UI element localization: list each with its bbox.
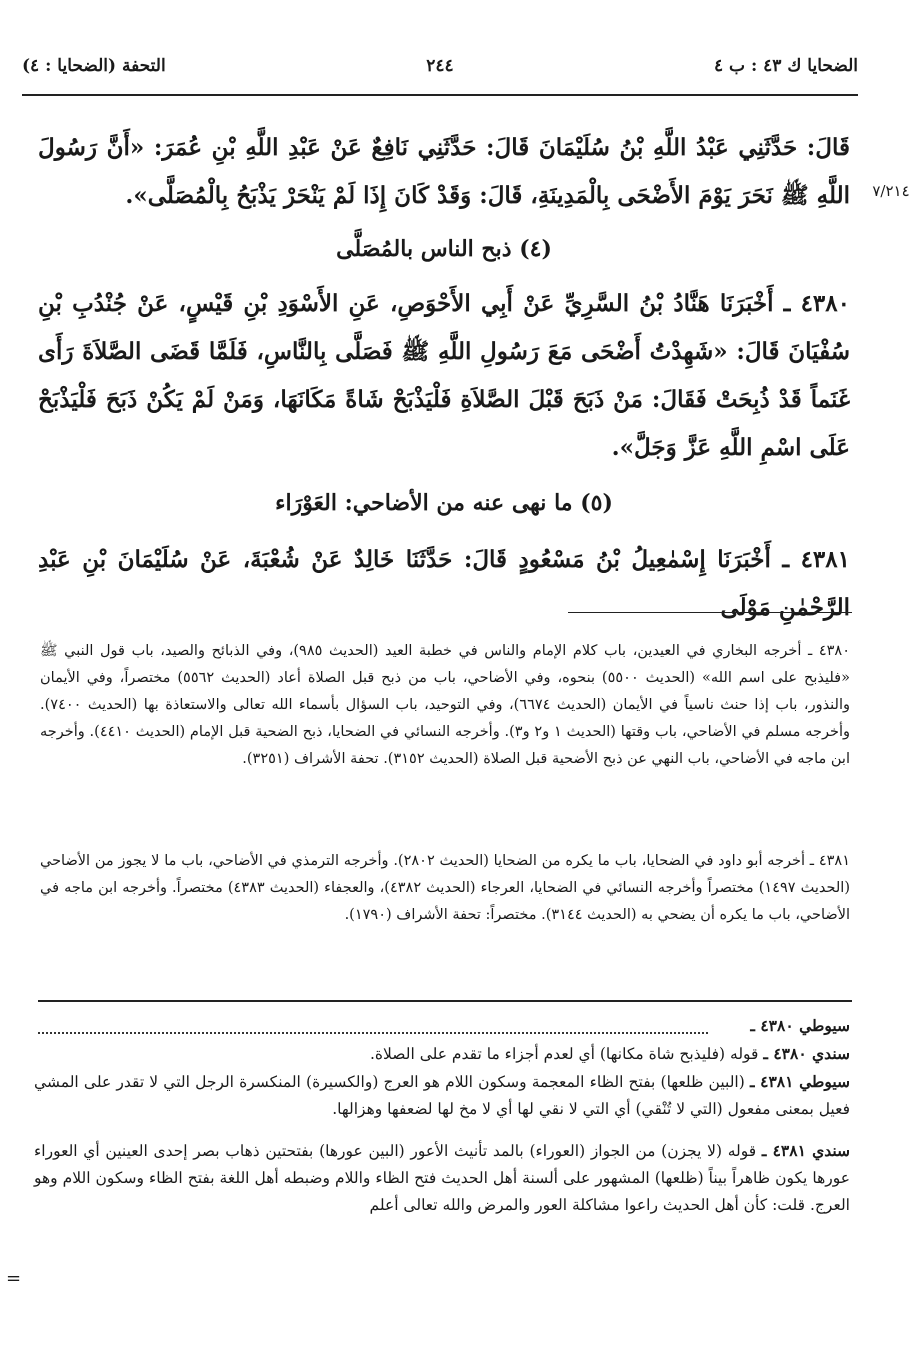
hadith-previous [38,124,850,220]
hadith-4380-text: ٤٣٨٠ ـ أَخْبَرَنَا هَنَّادُ بْنُ السَّرِيِّ عَنْ أَبِي الأَحْوَصِ، عَنِ الأَسْوَدِ بْنِ قَيْسٍ، عَنْ جُنْدُبِ بْنِ سُفْيَانَ قَالَ: «شَهِدْتُ أَضْحَى مَعَ رَسُولِ اللَّهِ ﷺ فَصَلَّى بِالنَّاسِ، فَلَمَّا قَضَى الصَّلاَةَ رَأَى غَنَماً قَدْ ذُبِحَتْ فَقَالَ: مَنْ ذَبَحَ قَبْلَ الصَّلاَةِ فَلْيَذْبَحْ شَاةً مَكَانَهَا، وَمَنْ لَمْ يَكُنْ ذَبَحَ فَلْيَذْبَحْ عَلَى اسْمِ اللَّهِ عَزَّ وَجَلَّ». [38,290,851,461]
sindi-4381-label: سندي ٤٣٨١ ـ [761,1141,851,1160]
header-rule [22,94,858,96]
commentary [34,1012,850,1219]
sindi-4380-text: قوله (فليذبح شاة مكانها) أي لعدم أجزاء ما تقدم على الصلاة. [370,1045,759,1063]
running-header [22,56,858,88]
suyuti-4380-label: سيوطي ٤٣٨٠ ـ [750,1016,850,1035]
sindi-4381 [34,1137,850,1219]
hadith-previous-text: قَالَ: حَدَّثَنِي عَبْدُ اللَّهِ بْنُ سُلَيْمَانَ قَالَ: حَدَّثَنِي نَافِعٌ عَنْ عَبْدِ اللَّهِ بْنِ عُمَرَ: «أَنَّ رَسُولَ اللَّهِ ﷺ نَحَرَ يَوْمَ الأَضْحَى بِالْمَدِينَةِ، قَالَ: وَقَدْ كَانَ إِذَا لَمْ يَنْحَرْ يَذْبَحُ بِالْمُصَلَّى». [38,134,850,209]
suyuti-4381-text: (البين ظلعها) بفتح الظاء المعجمة وسكون اللام هو العرج (والكسيرة) المنكسرة الرجل التي لا تقدر على المشي فعيل بمعنى مفعول (التي لا تُنْقي) أي التي لا نقي لها أي لا مخ لها لضعفها وهزالها. [34,1073,850,1118]
commentary-rule [38,1000,852,1002]
section-heading-4: (٤) ذبح الناس بالمُصَلَّى [336,236,552,262]
header-tuhfa-ref: التحفة (الضحايا : ٤) [22,56,166,76]
header-section-ref: الضحايا ك ٤٣ : ب ٤ [713,56,858,76]
footnote-rule [568,612,852,613]
hadith-4381 [38,536,850,632]
footnote-4380 [40,638,850,773]
footnote-4381 [40,848,850,929]
page-number: ٢٤٤ [426,56,454,76]
hadith-4380 [38,280,850,472]
footnote-4380-text: ٤٣٨٠ ـ أخرجه البخاري في العيدين، باب كلام الإمام والناس في خطبة العيد (الحديث ٩٨٥)، وفي الذبائح والصيد، باب قول النبي ﷺ «فليذبح على اسم الله» (الحديث ٥٥٠٠) بنحوه، وفي الأضاحي، باب من ذبح قبل الصلاة أعاد (الحديث ٥٥٦٢) مختصراً، وفي الأيمان والنذور، باب إذا حنث ناسياً في الأيمان (الحديث ٦٦٧٤)، وفي التوحيد، باب السؤال بأسماء الله تعالى والاستعاذة بها (الحديث ٧٤٠٠). وأخرجه مسلم في الأضاحي، باب وقتها (الحديث ١ و٢ و٣). وأخرجه النسائي في الضحايا، ذبح الضحية قبل الإمام (الحديث ٤٤١٠). وأخرجه ابن ماجه في الأضاحي، باب النهي عن ذبح الأضحية قبل الصلاة (الحديث ٣١٥٢). تحفة الأشراف (٣٢٥١). [40,643,851,767]
continuation-mark: = [6,1268,22,1289]
margin-reference: ٧/٢١٤ [872,182,910,200]
sindi-4380-label: سندي ٤٣٨٠ ـ [763,1044,850,1063]
suyuti-4381 [34,1068,850,1123]
sindi-4380 [34,1040,850,1068]
section-heading-5: (٥) ما نهى عنه من الأضاحي: العَوْرَاء [275,490,613,516]
suyuti-4381-label: سيوطي ٤٣٨١ ـ [749,1072,850,1091]
dotted-leader [38,1018,708,1034]
footnote-4381-text: ٤٣٨١ ـ أخرجه أبو داود في الضحايا، باب ما يكره من الضحايا (الحديث ٢٨٠٢). وأخرجه الترمذي في الأضاحي، باب ما لا يجوز من الأضاحي (الحديث ١٤٩٧) مختصراً وأخرجه النسائي في الضحايا، العرجاء (الحديث ٤٣٨٢)، والعجفاء (الحديث ٤٣٨٣) مختصراً. وأخرجه ابن ماجه في الأضاحي، باب ما يكره أن يضحي به (الحديث ٣١٤٤). مختصراً: تحفة الأشراف (١٧٩٠). [40,853,850,923]
hadith-4381-text: ٤٣٨١ ـ أَخْبَرَنَا إِسْمٰعِيلُ بْنُ مَسْعُودٍ قَالَ: حَدَّثَنَا خَالِدٌ عَنْ شُعْبَةَ، عَنْ سُلَيْمَانَ بْنِ عَبْدِ الرَّحْمٰنِ مَوْلَى [38,546,850,621]
sindi-4381-text: قوله (لا يجزن) من الجواز (العوراء) بالمد تأنيث الأعور (البين عورها) بفتحتين ذهاب بصر إحدى العينين أي العوراء عورها يكون ظاهراً بيناً (ظلعها) المشهور على ألسنة أهل الحديث فتح الظاء واللام وضبطه أهل اللغة بفتح الظاء وسكون اللام وهو العرج. قلت: كأن أهل الحديث راعوا مشاكلة العور والمرض والله تعالى أعلم [34,1142,850,1214]
